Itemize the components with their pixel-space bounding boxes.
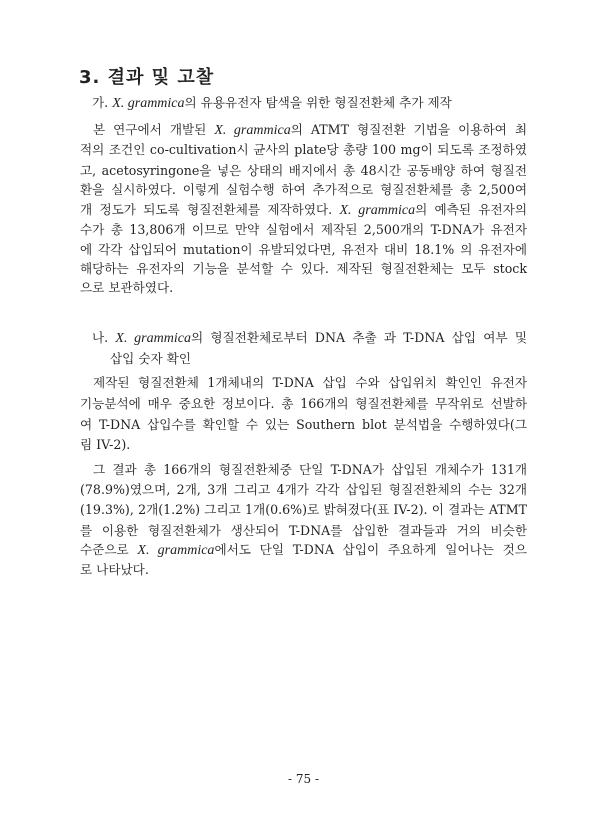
paragraph-line bbox=[93, 373, 527, 393]
paragraph-line bbox=[80, 220, 527, 240]
species-name: X. grammica bbox=[112, 96, 185, 111]
species-name: X. grammica bbox=[115, 331, 191, 346]
text-run: 에 각각 삽입되어 mutation이 유발되었다면, 유전자 대비 18.1% 의 유전자에 bbox=[80, 242, 527, 257]
species-name: X. grammica bbox=[214, 123, 291, 138]
text-run: 수가 총 13,806개 이므로 만약 실험에서 제작된 2,500개의 T-DNA가 유전자 bbox=[80, 222, 527, 237]
text-run: 림 IV-2). bbox=[80, 437, 131, 452]
text-run: 여 T-DNA 삽입수를 확인할 수 있는 Southern blot 분석법을 수행하였다(그 bbox=[80, 417, 527, 432]
text-run: 고, acetosyringone을 넣은 상태의 배지에서 총 48시간 공동배양 하여 형질전 bbox=[80, 163, 527, 178]
section-heading: 3. 결과 및 고찰 bbox=[79, 67, 215, 88]
text-run: 의 예측된 유전자의 bbox=[415, 202, 528, 217]
subsection-title bbox=[92, 328, 527, 349]
text-run: 개 정도가 되도록 형질전환체를 제작하였다. bbox=[80, 202, 340, 217]
subsection-title bbox=[92, 93, 527, 114]
text-run: (78.9%)였으며, 2개, 3개 그리고 4개가 각각 삽입된 형질전환체의 수는 32개 bbox=[80, 482, 527, 497]
paragraph-line bbox=[80, 240, 527, 260]
paragraph-line bbox=[80, 435, 527, 455]
text-run: (19.3%), 2개(1.2%) 그리고 1개(0.6%)로 밝혀졌다(표 IV-2). 이 결과는 ATMT bbox=[80, 502, 527, 517]
paragraph-line bbox=[80, 500, 527, 520]
text-run: 나. bbox=[92, 330, 116, 345]
paragraph-line bbox=[80, 259, 527, 279]
text-run: 해당하는 유전자의 기능을 분석할 수 있다. 제작된 형질전환체는 모두 stock bbox=[80, 261, 527, 276]
paragraph-line bbox=[80, 140, 527, 160]
text-run: 의 ATMT 형질전환 기법을 이용하여 최 bbox=[290, 122, 527, 137]
text-run: 환을 실시하였다. 이렇게 실험수행 하여 추가적으로 형질전환체를 총 2,500여 bbox=[80, 182, 527, 197]
paragraph-line bbox=[80, 394, 527, 414]
species-name: X. grammica bbox=[137, 543, 215, 558]
text-run: 으로 보관하였다. bbox=[80, 280, 174, 295]
paragraph-line bbox=[80, 161, 527, 181]
text-run: 로 나타났다. bbox=[80, 562, 149, 577]
text-run: 적의 조건인 co-cultivation시 균사의 plate당 총량 100 mg이 되도록 조정하였 bbox=[80, 142, 527, 157]
paragraph-line bbox=[80, 480, 527, 500]
paragraph-line bbox=[80, 521, 527, 541]
paragraph-line bbox=[80, 415, 527, 435]
text-run: 기능분석에 매우 중요한 정보이다. 총 166개의 형질전환체를 무작위로 선발하 bbox=[80, 396, 527, 411]
text-run: 의 유용유전자 탐색을 위한 형질전환체 추가 제작 bbox=[184, 95, 452, 110]
paragraph-line bbox=[80, 540, 527, 561]
paragraph-line bbox=[80, 278, 527, 298]
text-run: 에서도 단일 T-DNA 삽입이 주요하게 일어나는 것으 bbox=[214, 542, 527, 557]
text-run: 본 연구에서 개발된 bbox=[93, 122, 215, 137]
text-run: 그 결과 총 166개의 형질전환체중 단일 T-DNA가 삽입된 개체수가 131개 bbox=[93, 462, 527, 477]
subsection-title-continued: 삽입 숫자 확인 bbox=[110, 351, 191, 366]
page-number: - 75 - bbox=[287, 772, 319, 786]
text-run: 를 이용한 형질전환체가 생산되어 T-DNA를 삽입한 결과들과 거의 비슷한 bbox=[80, 523, 527, 538]
paragraph-line bbox=[93, 120, 527, 141]
paragraph-line bbox=[80, 200, 527, 221]
paragraph-line bbox=[80, 560, 527, 580]
text-run: 제작된 형질전환체 1개체내의 T-DNA 삽입 수와 삽입위치 확인인 유전자 bbox=[93, 375, 527, 390]
species-name: X. grammica bbox=[339, 203, 416, 218]
text-run: 수준으로 bbox=[80, 542, 138, 557]
paragraph-line bbox=[80, 180, 527, 200]
text-run: 가. bbox=[92, 95, 113, 110]
text-run: 의 형질전환체로부터 DNA 추출 과 T-DNA 삽입 여부 및 bbox=[190, 330, 527, 345]
paragraph-line bbox=[93, 460, 527, 480]
